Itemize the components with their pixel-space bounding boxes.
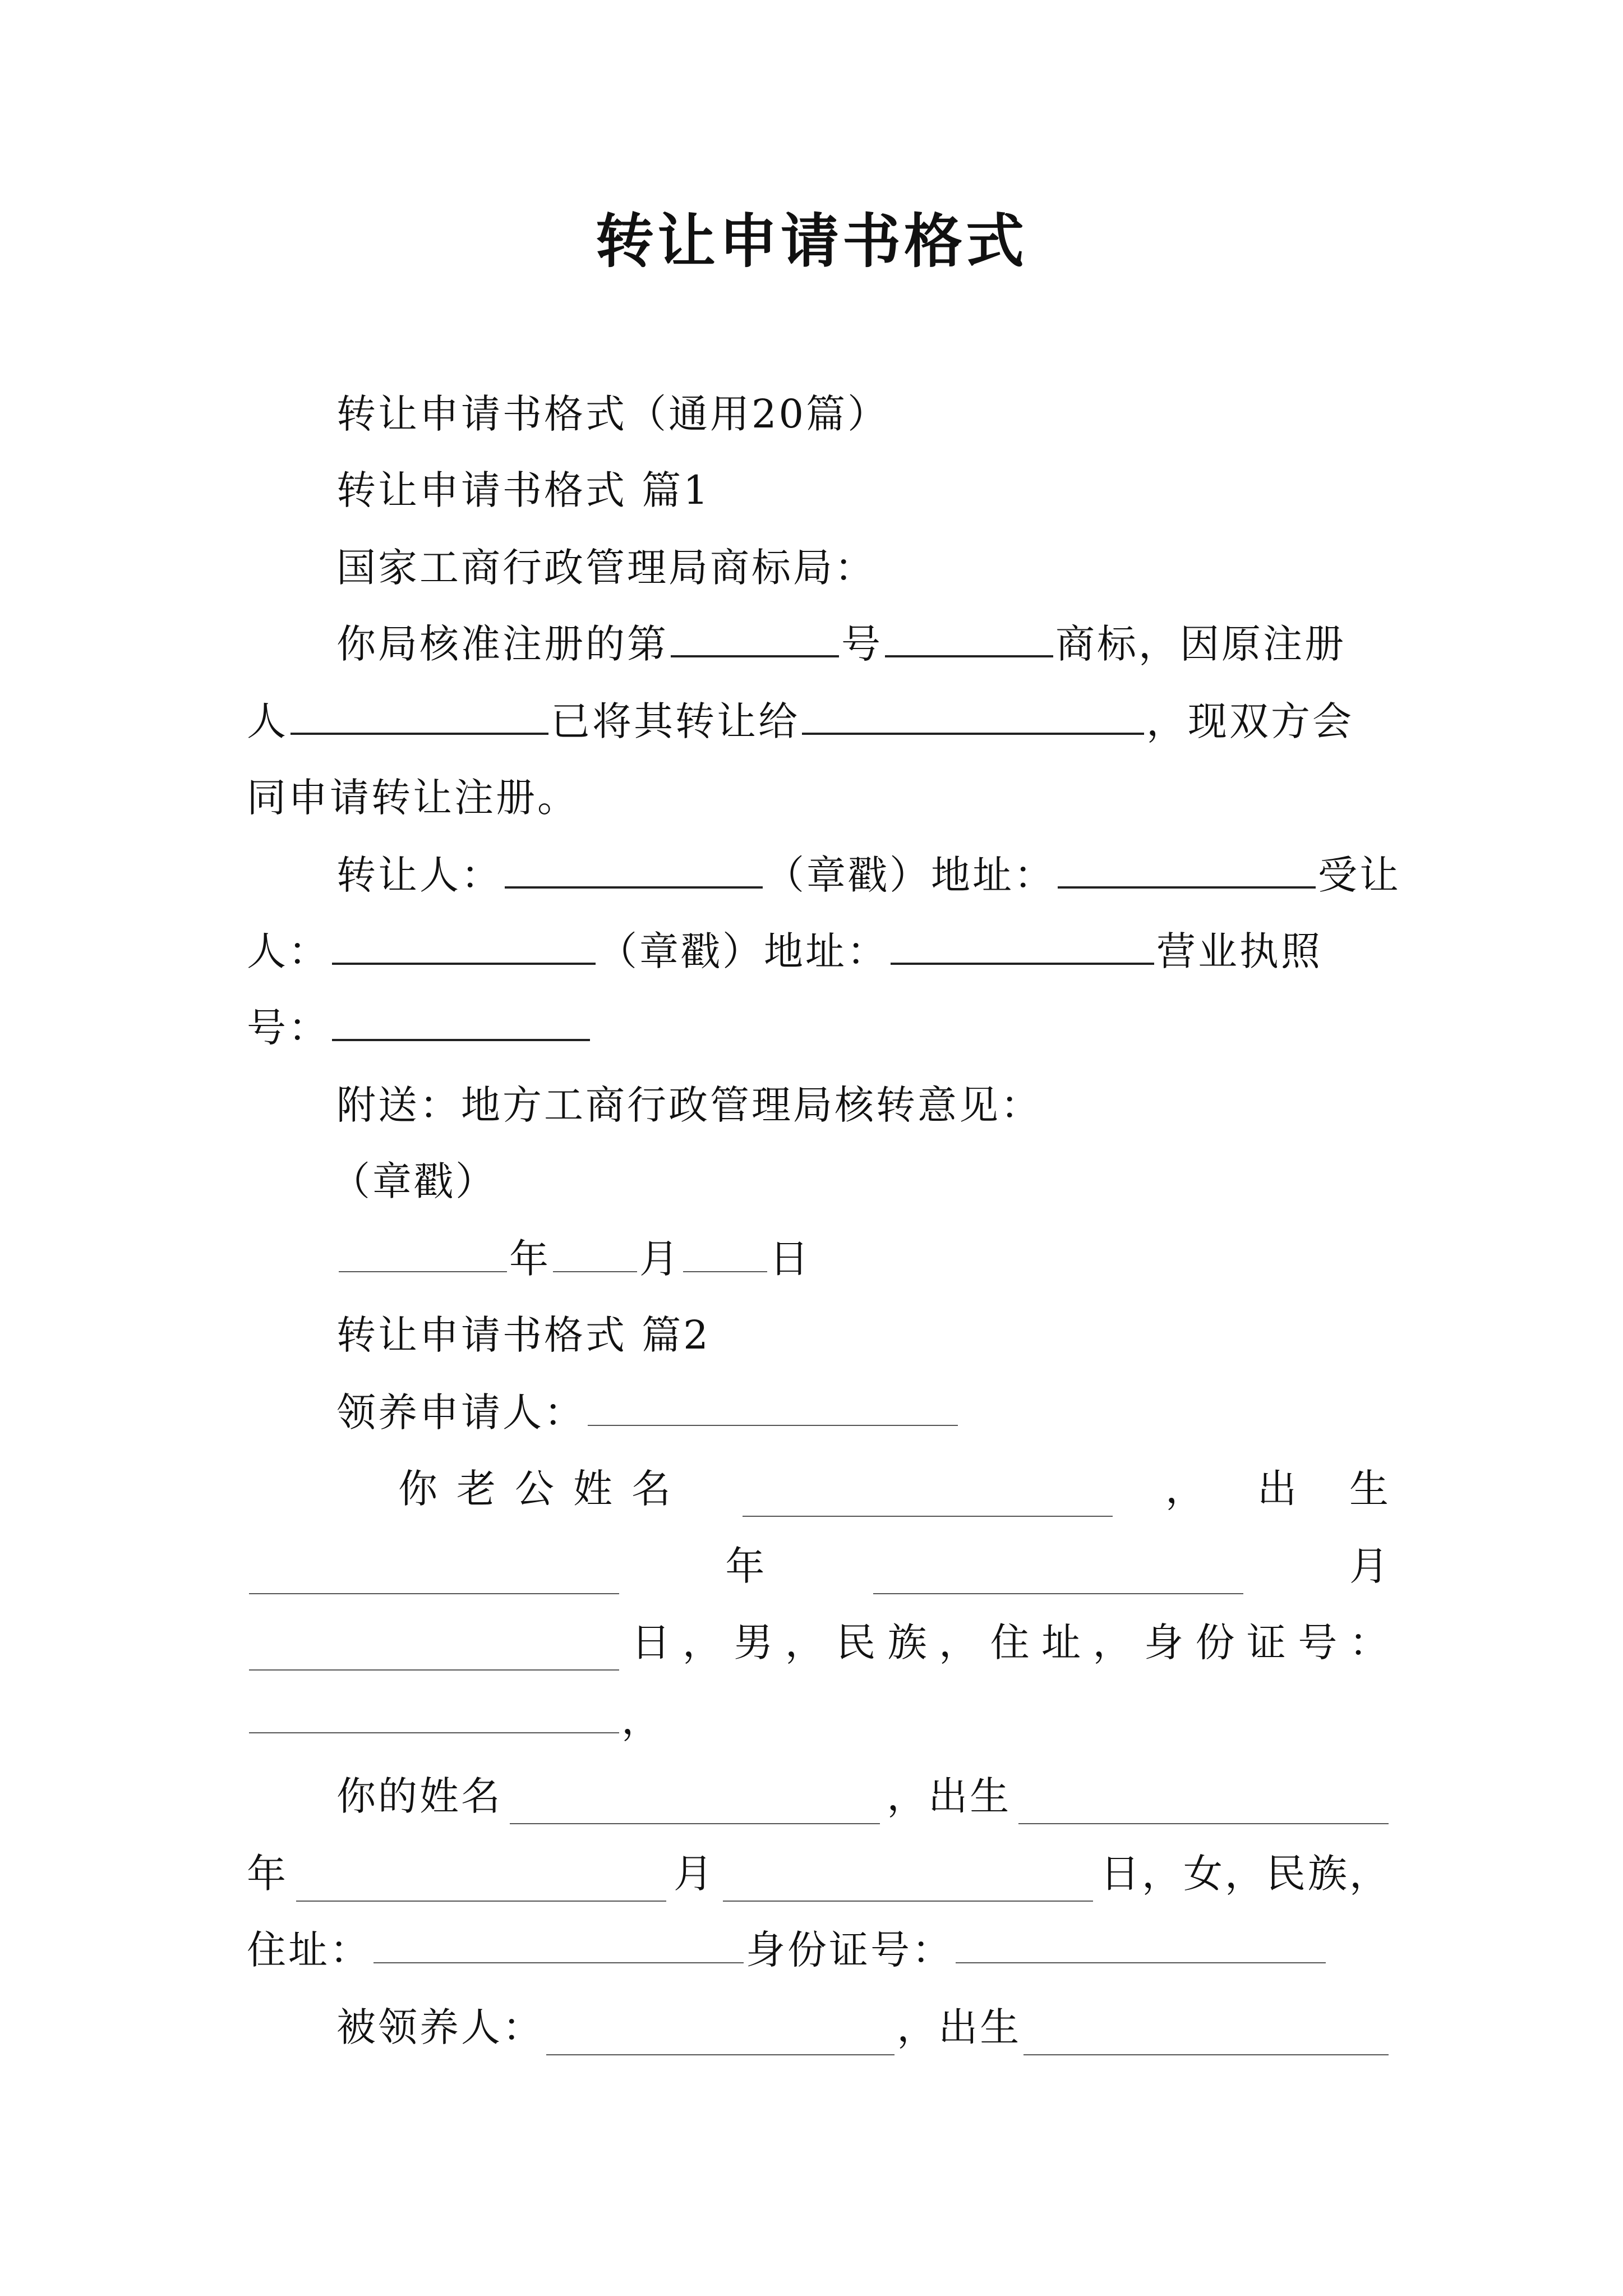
text: 转让申请书格式 篇1 bbox=[336, 467, 711, 513]
paragraph-line bbox=[247, 847, 1401, 903]
blank-field[interactable] bbox=[891, 923, 1154, 965]
paragraph-line bbox=[247, 1922, 1391, 1978]
text: 你老公姓名 bbox=[398, 1466, 690, 1512]
blank-month[interactable] bbox=[553, 1232, 637, 1272]
text: ， bbox=[1092, 1619, 1135, 1665]
text: 你的姓名 bbox=[336, 1773, 502, 1819]
paragraph-line bbox=[247, 770, 1391, 826]
text: ， bbox=[785, 1619, 827, 1665]
paragraph-subtitle bbox=[247, 386, 1391, 442]
blank-field[interactable] bbox=[249, 1554, 619, 1594]
text: 营业执照 bbox=[1156, 928, 1322, 974]
text: ： bbox=[1349, 1619, 1391, 1665]
text: 人： bbox=[247, 928, 330, 974]
text: 号 bbox=[1298, 1619, 1340, 1665]
paragraph-line bbox=[247, 1999, 1391, 2055]
paragraph-line bbox=[247, 1000, 1391, 1056]
blank-field[interactable] bbox=[510, 1784, 880, 1824]
text: ，出生 bbox=[897, 2004, 1022, 2050]
blank-field[interactable] bbox=[671, 616, 839, 657]
blank-field[interactable] bbox=[505, 847, 763, 889]
text: 受让 bbox=[1318, 852, 1401, 898]
text: 日 bbox=[769, 1236, 811, 1282]
text: ，出生 bbox=[887, 1773, 1012, 1819]
text: 址 bbox=[1041, 1619, 1083, 1665]
text: 月 bbox=[674, 1851, 715, 1897]
text: （章戳） bbox=[331, 1158, 497, 1204]
text: （章戳）地址： bbox=[598, 928, 888, 974]
blank-field[interactable] bbox=[956, 1923, 1326, 1963]
document-title: 转让申请书格式 bbox=[595, 207, 1027, 275]
blank-field[interactable] bbox=[291, 693, 548, 735]
text: 转让申请书格式 篇2 bbox=[336, 1312, 711, 1358]
blank-field[interactable] bbox=[743, 1476, 1113, 1517]
text: 年 bbox=[509, 1236, 551, 1282]
text: 月 bbox=[639, 1236, 681, 1282]
text: 转让申请书格式（通用20篇） bbox=[336, 391, 889, 437]
text: ， bbox=[621, 1697, 663, 1743]
paragraph-line bbox=[247, 693, 1391, 749]
addressee bbox=[247, 540, 1391, 596]
text: 身份证号： bbox=[746, 1927, 953, 1973]
section-heading-2 bbox=[247, 1307, 1391, 1363]
text: 已将其转让给 bbox=[551, 698, 800, 744]
paragraph-line bbox=[247, 1077, 1391, 1133]
text: 住址： bbox=[247, 1927, 371, 1973]
text: 同申请转让注册。 bbox=[247, 775, 579, 821]
text: 年 bbox=[725, 1543, 767, 1589]
blank-day[interactable] bbox=[683, 1232, 767, 1272]
text: 证 bbox=[1246, 1619, 1288, 1665]
text: 附送：地方工商行政管理局核转意见： bbox=[336, 1082, 1042, 1128]
text: 号： bbox=[247, 1005, 330, 1051]
text: 民 bbox=[836, 1619, 878, 1665]
blank-field[interactable] bbox=[546, 2015, 895, 2055]
paragraph-line bbox=[247, 1768, 1391, 1824]
text: 生 bbox=[1349, 1466, 1391, 1512]
text: 商标，因原注册 bbox=[1055, 621, 1346, 667]
text: 出 bbox=[1257, 1466, 1299, 1512]
paragraph-line bbox=[247, 616, 1391, 672]
text: 转让人： bbox=[336, 852, 502, 898]
blank-field[interactable] bbox=[1023, 2015, 1389, 2055]
text: 号 bbox=[841, 621, 883, 667]
blank-field[interactable] bbox=[588, 1386, 958, 1426]
blank-field[interactable] bbox=[1018, 1784, 1389, 1824]
text: 人 bbox=[247, 698, 288, 744]
section-heading-1 bbox=[247, 462, 1391, 518]
text: ，现双方会 bbox=[1146, 698, 1354, 744]
text: 份 bbox=[1195, 1619, 1237, 1665]
blank-field[interactable] bbox=[873, 1554, 1243, 1594]
blank-field[interactable] bbox=[249, 1693, 619, 1733]
blank-field[interactable] bbox=[332, 923, 596, 965]
paragraph-line bbox=[247, 1538, 1391, 1594]
paragraph-line bbox=[247, 1692, 1391, 1748]
blank-field[interactable] bbox=[332, 1000, 590, 1041]
text: 族 bbox=[887, 1619, 929, 1665]
text: （章戳）地址： bbox=[765, 852, 1055, 898]
blank-field[interactable] bbox=[374, 1923, 744, 1963]
text: 身 bbox=[1144, 1619, 1186, 1665]
text: 住 bbox=[990, 1619, 1032, 1665]
text: ， bbox=[939, 1619, 981, 1665]
blank-field[interactable] bbox=[249, 1630, 619, 1671]
text: 年 bbox=[247, 1851, 288, 1897]
seal-placeholder bbox=[247, 1153, 1391, 1209]
text: 被领养人： bbox=[336, 2004, 544, 2050]
text: 日，女，民族， bbox=[1100, 1851, 1391, 1897]
paragraph-line bbox=[247, 1846, 1391, 1902]
paragraph-line bbox=[247, 1461, 1391, 1517]
blank-field[interactable] bbox=[723, 1861, 1093, 1902]
date-line bbox=[247, 1231, 1391, 1287]
text: 月 bbox=[1349, 1543, 1391, 1589]
text: 你局核准注册的第 bbox=[336, 621, 668, 667]
text: 领养申请人： bbox=[336, 1389, 585, 1435]
blank-year[interactable] bbox=[339, 1232, 507, 1272]
paragraph-line bbox=[247, 923, 1391, 979]
blank-field[interactable] bbox=[296, 1861, 666, 1902]
text: ， bbox=[682, 1619, 724, 1665]
blank-field[interactable] bbox=[802, 693, 1144, 735]
text: 男 bbox=[734, 1619, 776, 1665]
paragraph-line bbox=[247, 1384, 1391, 1441]
text: 国家工商行政管理局商标局： bbox=[336, 545, 876, 591]
text: ， bbox=[1165, 1466, 1207, 1512]
blank-field[interactable] bbox=[1058, 847, 1316, 889]
paragraph-line bbox=[247, 1614, 1391, 1671]
text: 日 bbox=[631, 1619, 673, 1665]
blank-field[interactable] bbox=[885, 616, 1053, 657]
